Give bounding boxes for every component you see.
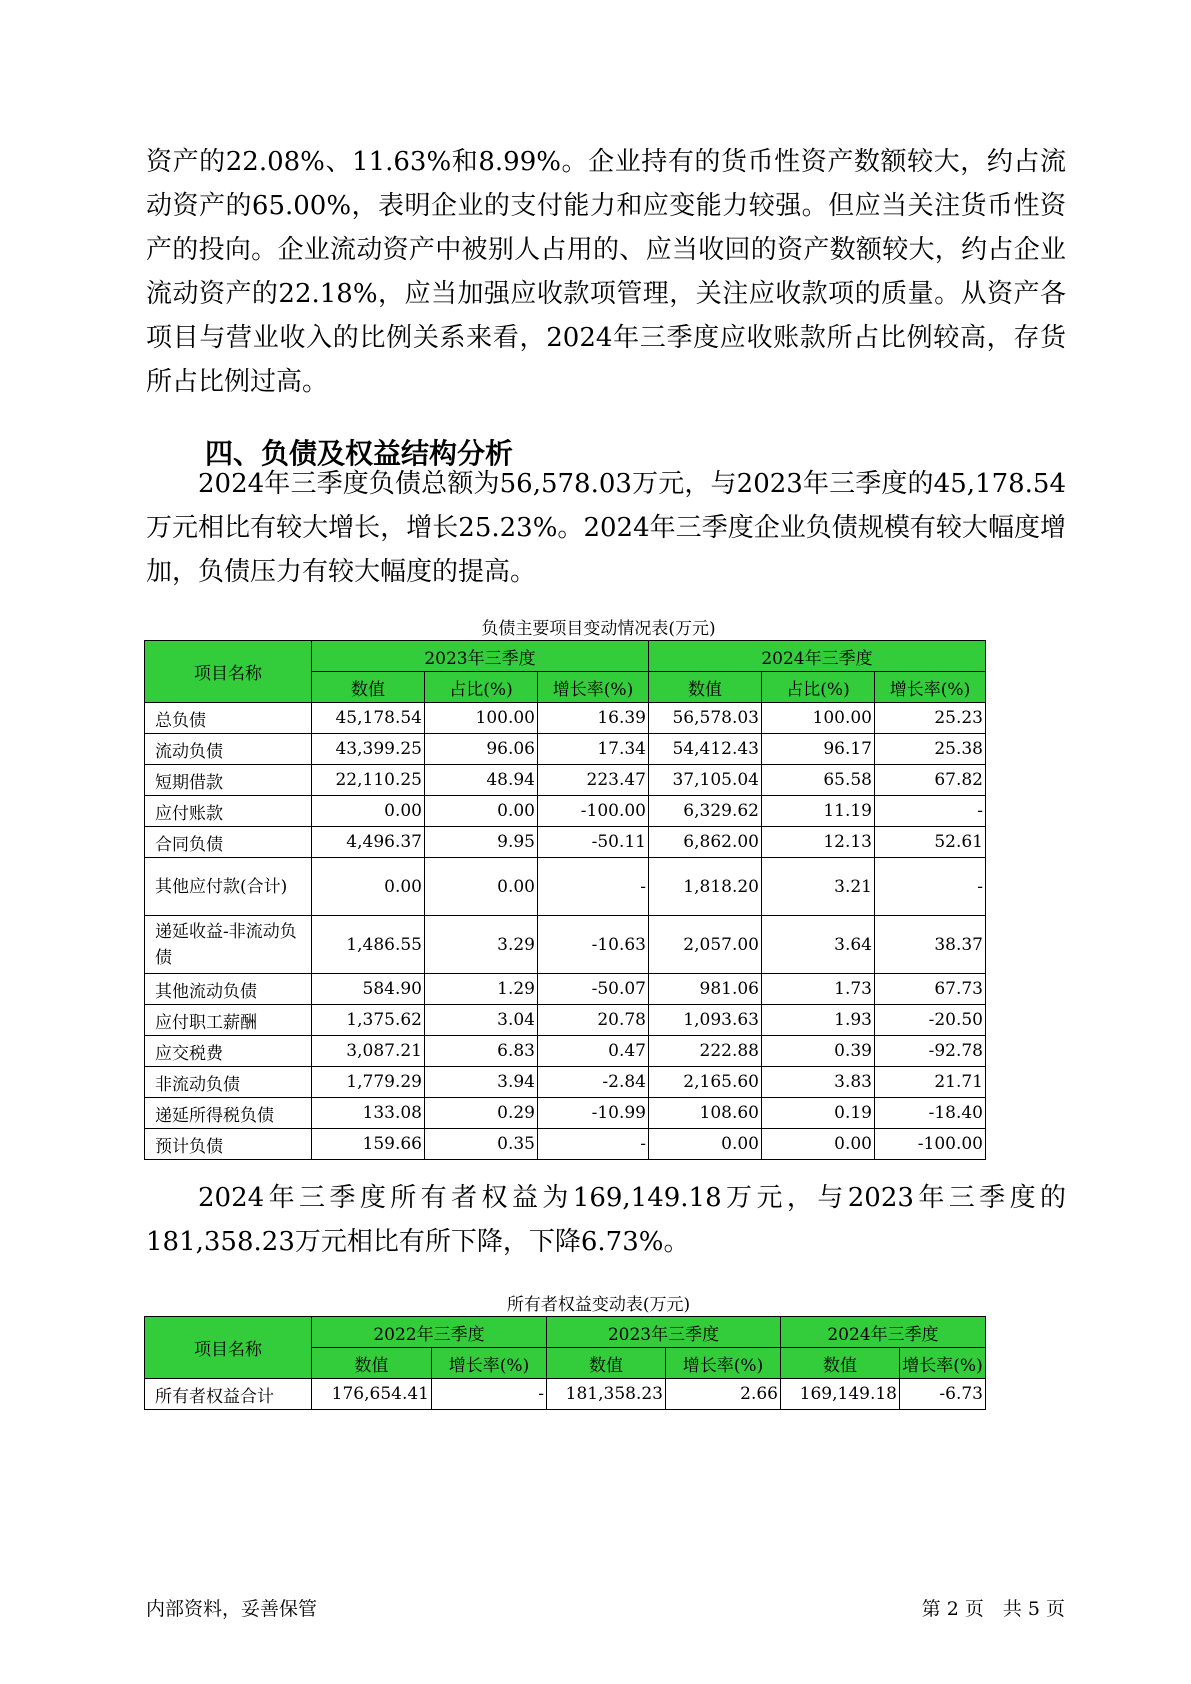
table-cell: 3.21 <box>762 858 875 916</box>
row-label: 应交税费 <box>145 1036 312 1067</box>
table-cell: 54,412.43 <box>649 734 762 765</box>
table-cell: -2.84 <box>538 1067 649 1098</box>
table-row <box>145 1379 986 1410</box>
table-cell: - <box>875 858 986 916</box>
equity-period-header: 2023年三季度 <box>547 1317 781 1348</box>
row-label: 其他流动负债 <box>145 974 312 1005</box>
equity-period-header: 2024年三季度 <box>781 1317 986 1348</box>
table-cell: 65.58 <box>762 765 875 796</box>
liability-sub-header: 数值 <box>649 672 762 703</box>
row-label: 非流动负债 <box>145 1067 312 1098</box>
table-cell: 0.29 <box>425 1098 538 1129</box>
row-label: 其他应付款(合计) <box>145 858 312 916</box>
table-row <box>145 1098 986 1129</box>
table-cell: 48.94 <box>425 765 538 796</box>
table-cell: 0.00 <box>312 858 425 916</box>
row-label: 应付账款 <box>145 796 312 827</box>
table-cell: 6.83 <box>425 1036 538 1067</box>
table-cell: -20.50 <box>875 1005 986 1036</box>
liability-sub-header: 增长率(%) <box>538 672 649 703</box>
row-label: 总负债 <box>145 703 312 734</box>
table-cell: 108.60 <box>649 1098 762 1129</box>
table-cell: 1,375.62 <box>312 1005 425 1036</box>
equity-period-header: 2022年三季度 <box>312 1317 547 1348</box>
table-cell: -50.07 <box>538 974 649 1005</box>
liability-period-header: 2023年三季度 <box>312 641 649 672</box>
equity-table-caption: 所有者权益变动表(万元) <box>506 1295 691 1315</box>
table-cell: 96.17 <box>762 734 875 765</box>
table-cell: 21.71 <box>875 1067 986 1098</box>
table-cell: - <box>538 1129 649 1160</box>
liability-period-header: 2024年三季度 <box>649 641 986 672</box>
table-cell: 176,654.41 <box>312 1379 432 1410</box>
table-row <box>145 1129 986 1160</box>
table-cell: 0.00 <box>649 1129 762 1160</box>
table-cell: 17.34 <box>538 734 649 765</box>
equity-sub-header: 增长率(%) <box>900 1348 986 1379</box>
table-row <box>145 765 986 796</box>
table-cell: 3.64 <box>762 916 875 974</box>
table-row <box>145 827 986 858</box>
footer-page-number: 第 2 页 共 5 页 <box>921 1598 1065 1620</box>
table-cell: 3.29 <box>425 916 538 974</box>
row-label: 流动负债 <box>145 734 312 765</box>
table-cell: 2,165.60 <box>649 1067 762 1098</box>
table-row <box>145 1067 986 1098</box>
table-cell: 3.04 <box>425 1005 538 1036</box>
table-cell: 1,779.29 <box>312 1067 425 1098</box>
row-label: 预计负债 <box>145 1129 312 1160</box>
table-cell: 100.00 <box>425 703 538 734</box>
liability-sub-header: 增长率(%) <box>875 672 986 703</box>
table-row <box>145 974 986 1005</box>
row-label: 合同负债 <box>145 827 312 858</box>
table-cell: 0.47 <box>538 1036 649 1067</box>
table-cell: 2.66 <box>666 1379 781 1410</box>
table-cell: 43,399.25 <box>312 734 425 765</box>
table-cell: 133.08 <box>312 1098 425 1129</box>
table-cell: 1,093.63 <box>649 1005 762 1036</box>
table-cell: 0.39 <box>762 1036 875 1067</box>
row-label: 所有者权益合计 <box>145 1379 312 1410</box>
table-cell: 56,578.03 <box>649 703 762 734</box>
liability-table-caption: 负债主要项目变动情况表(万元) <box>481 619 716 639</box>
equity-sub-header: 数值 <box>781 1348 900 1379</box>
table-cell: 38.37 <box>875 916 986 974</box>
section-heading: 四、负债及权益结构分析 <box>205 437 514 470</box>
table-cell: 37,105.04 <box>649 765 762 796</box>
table-cell: -100.00 <box>875 1129 986 1160</box>
table-cell: -6.73 <box>900 1379 986 1410</box>
equity-sub-header: 增长率(%) <box>666 1348 781 1379</box>
table-cell: 1,486.55 <box>312 916 425 974</box>
table-cell: 3.83 <box>762 1067 875 1098</box>
table-cell: 25.23 <box>875 703 986 734</box>
table-cell: 16.39 <box>538 703 649 734</box>
footer-confidential-note: 内部资料，妥善保管 <box>146 1598 318 1620</box>
table-cell: 222.88 <box>649 1036 762 1067</box>
table-cell: 67.82 <box>875 765 986 796</box>
table-row <box>145 1005 986 1036</box>
table-row <box>145 703 986 734</box>
table-cell: 584.90 <box>312 974 425 1005</box>
table-cell: 20.78 <box>538 1005 649 1036</box>
row-label: 短期借款 <box>145 765 312 796</box>
table-cell: 6,862.00 <box>649 827 762 858</box>
table-cell: 12.13 <box>762 827 875 858</box>
table-cell: 25.38 <box>875 734 986 765</box>
table-cell: 181,358.23 <box>547 1379 666 1410</box>
table-cell: - <box>432 1379 547 1410</box>
table-cell: 22,110.25 <box>312 765 425 796</box>
table-cell: 981.06 <box>649 974 762 1005</box>
row-label: 应付职工薪酬 <box>145 1005 312 1036</box>
equity-table <box>144 1316 986 1410</box>
table-cell: - <box>875 796 986 827</box>
paragraph-equity-summary: 2024年三季度所有者权益为169,149.18万元，与2023年三季度的181,358.23万元相比有所下降，下降6.73%。 <box>146 1183 1066 1257</box>
table-row <box>145 858 986 916</box>
table-cell: 0.00 <box>312 796 425 827</box>
liability-sub-header: 占比(%) <box>762 672 875 703</box>
equity-sub-header: 增长率(%) <box>432 1348 547 1379</box>
paragraph-asset-analysis: 资产的22.08%、11.63%和8.99%。企业持有的货币性资产数额较大，约占流动资产的65.00%，表明企业的支付能力和应变能力较强。但应当关注货币性资产的投向。企业流动资产中被别人占用的、应当收回的资产数额较大，约占企业流动资产的22.18%，应当加强应收款项管理，关注应收款项的质量。从资产各项目与营业收入的比例关系来看，2024年三季度应收账款所占比例较高，存货所占比例过高。 <box>146 147 1066 397</box>
liability-table <box>144 640 986 1160</box>
row-label: 递延所得税负债 <box>145 1098 312 1129</box>
table-row <box>145 1036 986 1067</box>
table-cell: 52.61 <box>875 827 986 858</box>
table-cell: -10.99 <box>538 1098 649 1129</box>
table-cell: 0.19 <box>762 1098 875 1129</box>
table-cell: -10.63 <box>538 916 649 974</box>
table-cell: - <box>538 858 649 916</box>
table-cell: 45,178.54 <box>312 703 425 734</box>
liability-sub-header: 占比(%) <box>425 672 538 703</box>
table-cell: 100.00 <box>762 703 875 734</box>
liability-sub-header: 数值 <box>312 672 425 703</box>
table-cell: 0.35 <box>425 1129 538 1160</box>
equity-sub-header: 数值 <box>547 1348 666 1379</box>
liability-item-header: 项目名称 <box>145 641 312 703</box>
table-cell: 1,818.20 <box>649 858 762 916</box>
table-cell: -92.78 <box>875 1036 986 1067</box>
table-row <box>145 916 986 974</box>
table-cell: 0.00 <box>425 858 538 916</box>
table-cell: -18.40 <box>875 1098 986 1129</box>
table-cell: 0.00 <box>762 1129 875 1160</box>
table-cell: 96.06 <box>425 734 538 765</box>
table-row <box>145 796 986 827</box>
table-cell: 3,087.21 <box>312 1036 425 1067</box>
equity-sub-header: 数值 <box>312 1348 432 1379</box>
table-cell: 9.95 <box>425 827 538 858</box>
table-row <box>145 734 986 765</box>
table-cell: 223.47 <box>538 765 649 796</box>
table-cell: 2,057.00 <box>649 916 762 974</box>
paragraph-liability-summary: 2024年三季度负债总额为56,578.03万元，与2023年三季度的45,178.54万元相比有较大增长，增长25.23%。2024年三季度企业负债规模有较大幅度增加，负债压力有较大幅度的提高。 <box>146 469 1066 587</box>
table-cell: 11.19 <box>762 796 875 827</box>
table-cell: 6,329.62 <box>649 796 762 827</box>
table-cell: 159.66 <box>312 1129 425 1160</box>
table-cell: 0.00 <box>425 796 538 827</box>
table-cell: -50.11 <box>538 827 649 858</box>
table-cell: 169,149.18 <box>781 1379 900 1410</box>
table-cell: 1.93 <box>762 1005 875 1036</box>
row-label: 递延收益-非流动负债 <box>145 916 312 974</box>
table-cell: 3.94 <box>425 1067 538 1098</box>
table-cell: -100.00 <box>538 796 649 827</box>
table-cell: 1.29 <box>425 974 538 1005</box>
table-cell: 1.73 <box>762 974 875 1005</box>
table-cell: 67.73 <box>875 974 986 1005</box>
equity-item-header: 项目名称 <box>145 1317 312 1379</box>
table-cell: 4,496.37 <box>312 827 425 858</box>
